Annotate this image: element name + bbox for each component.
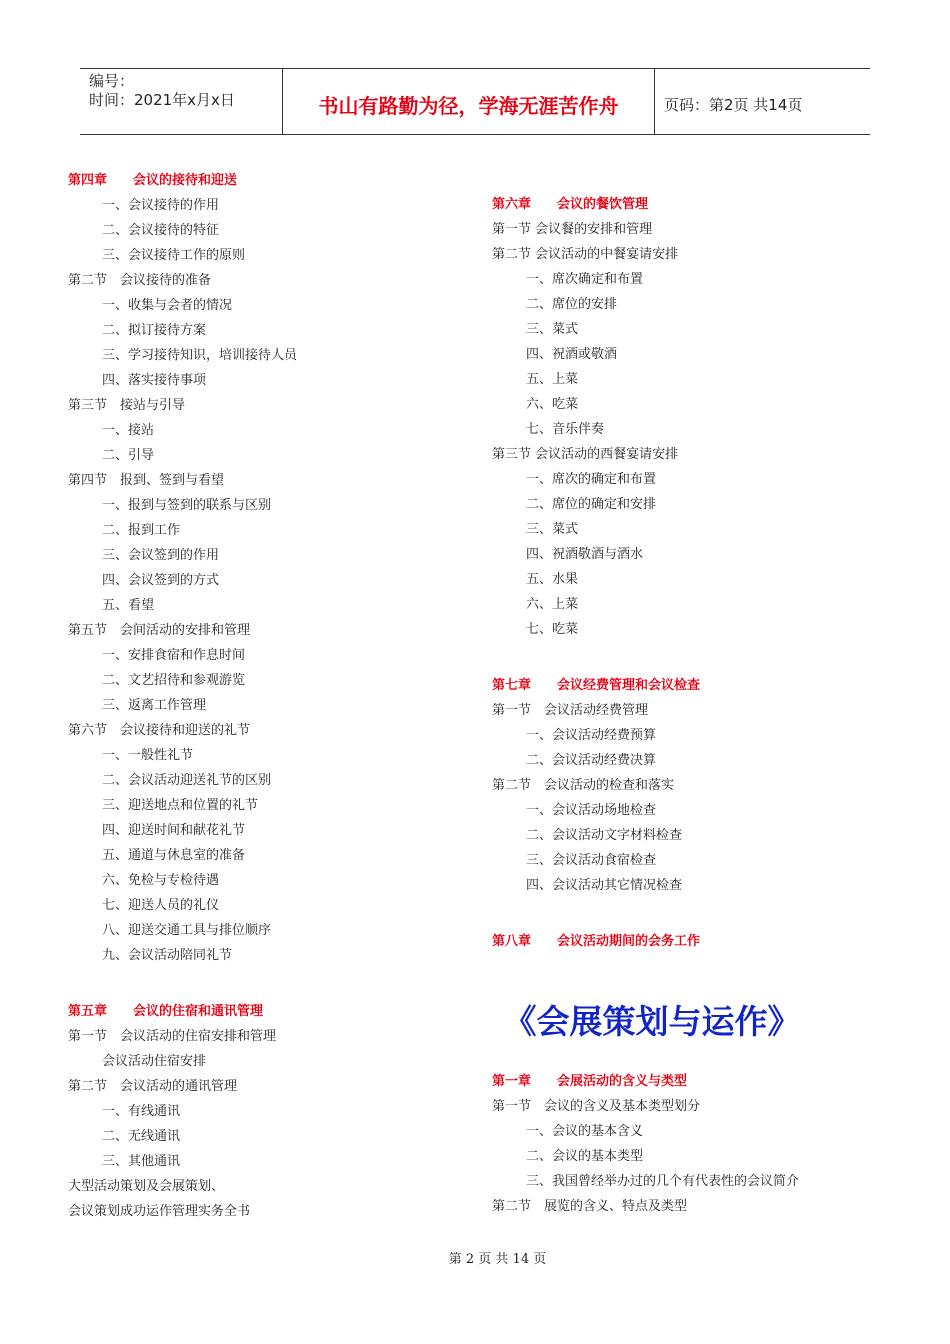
toc-item: 二、无线通讯: [102, 1129, 181, 1144]
toc-item: 三、会议签到的作用: [102, 548, 220, 563]
toc-item: 三、会议接待工作的原则: [102, 248, 246, 263]
page-header: [80, 68, 870, 135]
toc-item: 六、免检与专检待遇: [102, 873, 220, 888]
spacer: [68, 968, 468, 999]
section-heading: 第五节 会间活动的安排和管理: [68, 623, 251, 638]
toc-item: 二、会议活动迎送礼节的区别: [102, 773, 272, 788]
toc-item: 一、一般性礼节: [102, 748, 194, 763]
toc-item: 二、会议的基本类型: [526, 1149, 644, 1164]
page-footer: 第 2 页 共 14 页: [448, 1252, 547, 1267]
toc-item: 四、迎送时间和献花礼节: [102, 823, 246, 838]
toc-item: 二、引导: [102, 448, 155, 463]
section-heading: 第一节 会议餐的安排和管理: [492, 222, 653, 237]
toc-item: 七、音乐伴奏: [526, 422, 605, 437]
toc-item: 五、水果: [526, 572, 579, 587]
header-meta: [80, 69, 282, 134]
toc-item: 七、吃菜: [526, 622, 579, 637]
toc-item: 三、学习接待知识，培训接待人员: [102, 348, 298, 363]
toc-item: 一、会议活动经费预算: [526, 728, 657, 743]
section-heading: 大型活动策划及会展策划、: [68, 1179, 225, 1194]
chapter-heading: 第四章 会议的接待和迎送: [68, 173, 238, 188]
toc-item: 三、返离工作管理: [102, 698, 207, 713]
toc-item: 三、其他通讯: [102, 1154, 181, 1169]
toc-item: 二、席位的安排: [526, 297, 618, 312]
toc-item: 一、收集与会者的情况: [102, 298, 233, 313]
book-title: 《会展策划与运作》: [503, 1002, 801, 1041]
toc-item: 一、会议接待的作用: [102, 198, 220, 213]
section-heading: 第六节 会议接待和迎送的礼节: [68, 723, 251, 738]
toc-item: 四、会议签到的方式: [102, 573, 220, 588]
header-page-info: 页码：第2页 共14页: [664, 96, 803, 114]
section-heading: 第二节 会议活动的中餐宴请安排: [492, 247, 679, 262]
toc-right-lower-column: [492, 1069, 912, 1219]
toc-item: 一、报到与签到的联系与区别: [102, 498, 272, 513]
doc-date: 时间：2021年x月x日: [89, 91, 235, 109]
toc-item: 五、看望: [102, 598, 155, 613]
spacer: [492, 898, 892, 929]
toc-item: 七、迎送人员的礼仪: [102, 898, 220, 913]
toc-item: 一、有线通讯: [102, 1104, 181, 1119]
toc-item: 三、我国曾经举办过的几个有代表性的会议简介: [526, 1174, 800, 1189]
toc-left-column: [68, 168, 468, 1224]
toc-item: 一、安排食宿和作息时间: [102, 648, 246, 663]
section-heading: 第三节 接站与引导: [68, 398, 186, 413]
toc-item: 一、席次确定和布置: [526, 272, 644, 287]
section-heading: 第二节 展览的含义、特点及类型: [492, 1199, 688, 1214]
section-heading: 第二节 会议活动的检查和落实: [492, 778, 675, 793]
toc-item: 二、报到工作: [102, 523, 181, 538]
toc-item: 三、菜式: [526, 322, 579, 337]
toc-item: 会议活动住宿安排: [102, 1054, 207, 1069]
toc-item: 二、会议活动文字材料检查: [526, 828, 683, 843]
toc-item: 四、落实接待事项: [102, 373, 207, 388]
toc-item: 三、会议活动食宿检查: [526, 853, 657, 868]
section-heading: 第二节 会议接待的准备: [68, 273, 212, 288]
toc-item: 一、接站: [102, 423, 155, 438]
section-heading: 第三节 会议活动的西餐宴请安排: [492, 447, 679, 462]
toc-item: 六、上菜: [526, 597, 579, 612]
toc-item: 三、迎送地点和位置的礼节: [102, 798, 259, 813]
toc-item: 六、吃菜: [526, 397, 579, 412]
chapter-heading: 第六章 会议的餐饮管理: [492, 197, 649, 212]
toc-item: 四、祝酒或敬酒: [526, 347, 618, 362]
toc-item: 一、会议活动场地检查: [526, 803, 657, 818]
toc-item: 八、迎送交通工具与排位顺序: [102, 923, 272, 938]
toc-item: 四、会议活动其它情况检查: [526, 878, 683, 893]
section-heading: 第一节 会议活动的住宿安排和管理: [68, 1029, 277, 1044]
toc-right-column: [492, 192, 892, 954]
toc-item: 二、会议接待的特征: [102, 223, 220, 238]
section-heading: 第一节 会议活动经费管理: [492, 703, 649, 718]
section-heading: 第一节 会议的含义及基本类型划分: [492, 1099, 701, 1114]
toc-item: 一、席次的确定和布置: [526, 472, 657, 487]
toc-item: 五、通道与休息室的准备: [102, 848, 246, 863]
section-heading: 会议策划成功运作管理实务全书: [68, 1204, 251, 1219]
header-motto: 书山有路勤为径，学海无涯苦作舟: [282, 69, 655, 134]
toc-item: 五、上菜: [526, 372, 579, 387]
chapter-heading: 第一章 会展活动的含义与类型: [492, 1074, 688, 1089]
chapter-heading: 第七章 会议经费管理和会议检查: [492, 678, 701, 693]
toc-item: 二、文艺招待和参观游览: [102, 673, 246, 688]
toc-item: 二、拟订接待方案: [102, 323, 207, 338]
section-heading: 第四节 报到、签到与看望: [68, 473, 225, 488]
toc-item: 二、席位的确定和安排: [526, 497, 657, 512]
doc-number-label: 编号：: [89, 72, 135, 90]
toc-item: 三、菜式: [526, 522, 579, 537]
spacer: [492, 642, 892, 673]
section-heading: 第二节 会议活动的通讯管理: [68, 1079, 238, 1094]
toc-item: 九、会议活动陪同礼节: [102, 948, 233, 963]
toc-item: 一、会议的基本含义: [526, 1124, 644, 1139]
toc-item: 四、祝酒敬酒与酒水: [526, 547, 644, 562]
chapter-heading: 第五章 会议的住宿和通讯管理: [68, 1004, 264, 1019]
chapter-heading: 第八章 会议活动期间的会务工作: [492, 934, 701, 949]
toc-item: 二、会议活动经费决算: [526, 753, 657, 768]
